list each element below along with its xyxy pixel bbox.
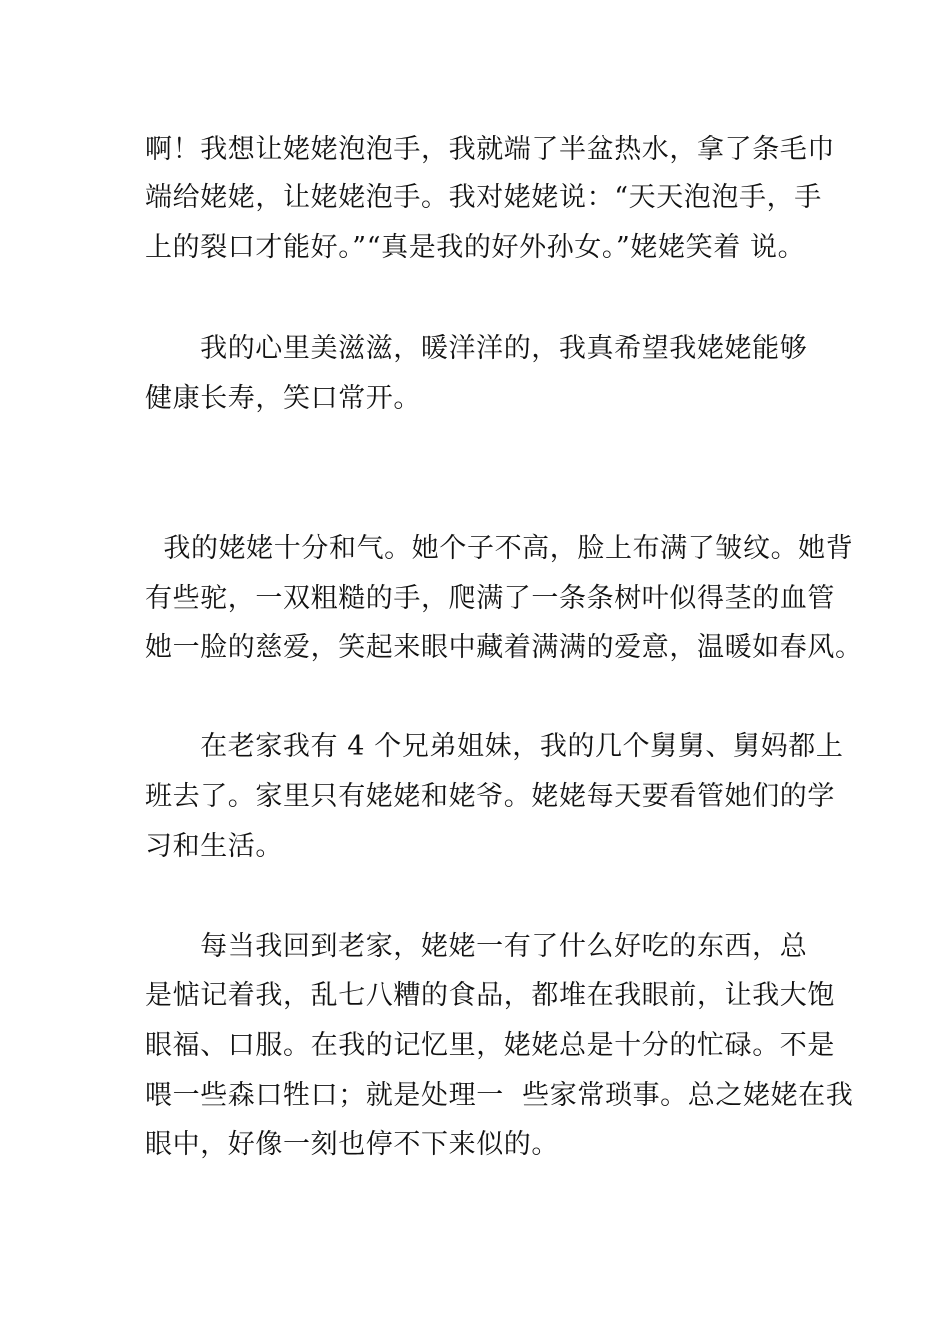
paragraph-1-line-2: 端给姥姥，让姥姥泡手。我对姥姥说：“天天泡泡手，手 [145,182,822,213]
paragraph-5-line-2: 是惦记着我，乱七八糟的食品，都堆在我眼前，让我大饱 [145,980,835,1011]
paragraph-5-line-5: 眼中，好像一刻也停不下来似的。 [145,1129,559,1160]
paragraph-1-line-3: 上的裂口才能好。”“真是我的好外孙女。”姥姥笑着 说。 [145,232,806,263]
paragraph-3-line-3: 她一脸的慈爱，笑起来眼中藏着满满的爱意，温暖如春风。 [145,632,863,663]
paragraph-2-line-2: 健康长寿，笑口常开。 [145,383,421,414]
paragraph-1-line-1: 啊！我想让姥姥泡泡手，我就端了半盆热水，拿了条毛巾 [145,134,835,165]
paragraph-4-line-2: 班去了。家里只有姥姥和姥爷。姥姥每天要看管她们的学 [145,781,835,812]
paragraph-5-line-3: 眼福、口服。在我的记忆里，姥姥总是十分的忙碌。不是 [145,1030,835,1061]
paragraph-5-line-1: 每当我回到老家，姥姥一有了什么好吃的东西，总 [145,931,808,962]
paragraph-3-line-1: 我的姥姥十分和气。她个子不高，脸上布满了皱纹。她背 [145,533,854,564]
paragraph-2-line-1: 我的心里美滋滋，暖洋洋的，我真希望我姥姥能够 [145,333,808,364]
paragraph-4-line-1: 在老家我有 4 个兄弟姐妹，我的几个舅舅、舅妈都上 [145,731,844,762]
paragraph-5-line-4: 喂一些森口牲口；就是处理一 些家常琐事。总之姥姥在我 [145,1080,854,1111]
paragraph-3-line-2: 有些驼，一双粗糙的手，爬满了一条条树叶似得茎的血管 [145,583,835,614]
paragraph-4-line-3: 习和生活。 [145,831,283,862]
